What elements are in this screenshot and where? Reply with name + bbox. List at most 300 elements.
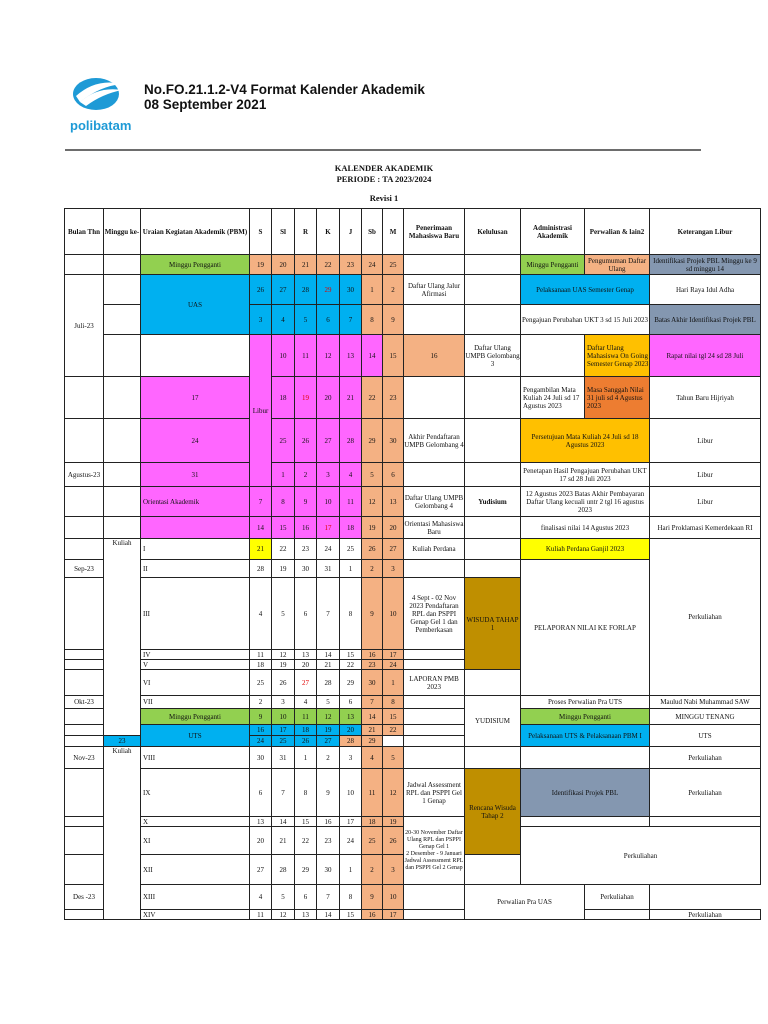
- day-cell: 17: [272, 725, 295, 736]
- table-row: [65, 817, 761, 827]
- day-cell: 2: [362, 560, 383, 578]
- col-penerimaan: Penerimaan Mahasiswa Baru: [404, 209, 465, 255]
- day-cell: 27: [383, 539, 404, 560]
- empty-cell: [65, 578, 104, 650]
- polibatam-logo: [66, 74, 138, 134]
- empty-cell: [465, 377, 521, 419]
- empty-cell: [65, 769, 104, 817]
- empty-cell: [404, 747, 465, 769]
- day-cell: 6: [340, 696, 362, 709]
- day-cell: 17: [317, 517, 340, 539]
- day-cell: 16: [362, 650, 383, 660]
- penerimaan-cell: Daftar Ulang UMPB Gelombang 3: [465, 335, 521, 377]
- day-cell: 23: [362, 660, 383, 670]
- empty-cell: [65, 255, 104, 275]
- day-cell: 3: [250, 305, 272, 335]
- day-cell: 2: [250, 696, 272, 709]
- day-cell: 21: [340, 377, 362, 419]
- table-row: [65, 377, 761, 419]
- admin-cell: Perwalian Pra UAS: [465, 885, 585, 920]
- day-cell: 30: [383, 419, 404, 463]
- week-cell: XIII: [141, 885, 250, 910]
- day-cell: 15: [340, 650, 362, 660]
- empty-cell: [404, 377, 465, 419]
- keterangan-cell: Libur: [650, 463, 761, 487]
- day-cell: 17: [383, 650, 404, 660]
- day-cell: 2: [362, 855, 383, 885]
- uraian-cell: Libur: [250, 335, 272, 487]
- day-cell: 6: [295, 578, 317, 650]
- kelulusan-cell: WISUDA TAHAP 1: [465, 578, 521, 670]
- uraian-cell: UTS: [141, 725, 250, 747]
- day-cell: 19: [362, 517, 383, 539]
- day-cell: 13: [295, 910, 317, 920]
- day-cell: 13: [250, 817, 272, 827]
- day-cell: 18: [295, 725, 317, 736]
- day-cell: 16: [295, 517, 317, 539]
- empty-cell: [65, 650, 104, 660]
- admin-cell: Daftar Ulang Mahasiswa On Going Semester Genap 2023: [585, 335, 650, 377]
- penerimaan-cell: [404, 817, 465, 885]
- day-cell: 27: [317, 419, 340, 463]
- week-cell: I: [141, 539, 250, 560]
- col-sl: Sl: [272, 209, 295, 255]
- day-cell: 5: [272, 885, 295, 910]
- day-cell: 13: [295, 650, 317, 660]
- col-keterangan: Keterangan Libur: [650, 209, 761, 255]
- col-bulan: Bulan Thn: [65, 209, 104, 255]
- day-cell: 1: [295, 747, 317, 769]
- admin-cell: Persetujuan Mata Kuliah 24 Juli sd 18 Agustus 2023: [521, 419, 650, 463]
- day-cell: 25: [340, 539, 362, 560]
- day-cell: 29: [340, 670, 362, 696]
- keterangan-cell: Maulud Nabi Muhammad SAW: [650, 696, 761, 709]
- keterangan-cell: Perkuliahan: [650, 539, 761, 696]
- day-cell: 10: [272, 335, 295, 377]
- day-cell: 29: [295, 855, 317, 885]
- empty-cell: [465, 463, 521, 487]
- day-cell: 12: [317, 709, 340, 725]
- day-cell: 20: [317, 377, 340, 419]
- day-cell: 28: [340, 419, 362, 463]
- table-row: [65, 769, 761, 817]
- day-cell: 8: [340, 885, 362, 910]
- day-cell: 10: [317, 487, 340, 517]
- day-cell: 18: [362, 817, 383, 827]
- day-cell: 4: [362, 747, 383, 769]
- day-cell: 9: [383, 305, 404, 335]
- day-cell: 12: [272, 650, 295, 660]
- month-cell: Nov-23: [65, 747, 104, 769]
- empty-cell: [65, 419, 104, 463]
- admin-cell: Pelaksanaan UTS & Pelaksanaan PBM I: [521, 725, 650, 747]
- day-cell: 31: [317, 560, 340, 578]
- day-cell: 9: [295, 487, 317, 517]
- uraian-cell: Minggu Pengganti: [141, 255, 250, 275]
- month-cell: Agustus-23: [65, 463, 104, 487]
- day-cell: 14: [250, 517, 272, 539]
- day-cell: 20: [272, 255, 295, 275]
- admin-cell: Pelaksanaan UAS Semester Genap: [521, 275, 650, 305]
- day-cell: 8: [383, 696, 404, 709]
- day-cell: 6: [250, 769, 272, 817]
- empty-cell: [465, 539, 521, 560]
- day-cell: 15: [383, 335, 404, 377]
- empty-cell: [521, 335, 585, 377]
- day-cell: 29: [362, 736, 383, 747]
- keterangan-cell: Libur: [650, 419, 761, 463]
- empty-cell: [65, 517, 104, 539]
- empty-cell: [404, 650, 465, 660]
- day-cell: 26: [362, 539, 383, 560]
- kuliah-label: Kuliah: [104, 539, 141, 736]
- table-row: [65, 539, 761, 560]
- empty-cell: [465, 560, 521, 578]
- kelulusan-cell: Rencana Wisuda Tahap 2: [465, 769, 521, 855]
- day-cell: 27: [272, 275, 295, 305]
- table-row: [65, 487, 761, 517]
- day-cell: 16: [317, 817, 340, 827]
- kelulusan-cell: YUDISIUM: [465, 696, 521, 747]
- week-cell: VII: [141, 696, 250, 709]
- empty-cell: [404, 305, 465, 335]
- penerimaan-cell: 4 Sept - 02 Nov 2023 Pendaftaran RPL dan PSPPI Genap Gel 1 dan Pemberkasan: [404, 578, 465, 650]
- day-cell: 30: [340, 275, 362, 305]
- day-cell: 30: [295, 560, 317, 578]
- table-row: [65, 463, 761, 487]
- table-row: [65, 419, 761, 463]
- day-cell: 26: [383, 827, 404, 855]
- keterangan-cell: Hari Raya Idul Adha: [650, 275, 761, 305]
- perwalian-cell: Rapat nilai tgl 24 sd 28 Juli: [650, 335, 761, 377]
- day-cell: 7: [317, 885, 340, 910]
- day-cell: 28: [317, 670, 340, 696]
- empty-cell: [65, 709, 104, 725]
- col-administrasi: Administrasi Akademik: [521, 209, 585, 255]
- day-cell: 18: [250, 660, 272, 670]
- table-header-row: [65, 209, 761, 255]
- day-cell: 3: [317, 463, 340, 487]
- day-cell: 4: [340, 463, 362, 487]
- empty-cell: [65, 660, 104, 670]
- col-uraian: Uraian Kegiatan Akademik (PBM): [141, 209, 250, 255]
- penerimaan-cell: Orientasi Mahasiswa Baru: [404, 517, 465, 539]
- empty-cell: [404, 463, 465, 487]
- day-cell: 27: [295, 670, 317, 696]
- day-cell: 31: [272, 747, 295, 769]
- empty-cell: [65, 670, 104, 696]
- penerimaan-cell: Kuliah Perdana: [404, 539, 465, 560]
- empty-cell: [465, 305, 521, 335]
- day-cell: 25: [272, 419, 295, 463]
- day-cell: 22: [340, 660, 362, 670]
- day-cell: 4: [295, 696, 317, 709]
- day-cell: 1: [340, 855, 362, 885]
- day-cell: 10: [383, 885, 404, 910]
- week-cell: X: [141, 817, 250, 827]
- day-cell: 23: [317, 827, 340, 855]
- day-cell: 26: [272, 670, 295, 696]
- day-cell: 12: [383, 769, 404, 817]
- empty-cell: [465, 255, 521, 275]
- day-cell: 8: [340, 578, 362, 650]
- week-cell: V: [141, 660, 250, 670]
- uraian-cell: UAS: [141, 275, 250, 335]
- empty-cell: [465, 670, 521, 696]
- penerimaan-cell: Daftar Ulang Jalur Afirmasi: [404, 275, 465, 305]
- day-cell: 3: [383, 855, 404, 885]
- empty-cell: [404, 725, 465, 736]
- day-cell: 19: [272, 560, 295, 578]
- empty-cell: [383, 736, 404, 747]
- week-cell: XI: [141, 827, 250, 855]
- day-cell: 24: [362, 255, 383, 275]
- day-cell: 19: [272, 660, 295, 670]
- col-sb: Sb: [362, 209, 383, 255]
- empty-cell: [65, 725, 104, 736]
- day-cell: 16: [250, 725, 272, 736]
- day-cell: 30: [250, 747, 272, 769]
- day-cell: 8: [272, 487, 295, 517]
- penerimaan-text: 20-30 November Daftar Ulang RPL dan PSPPI Genap Gel 1: [405, 829, 463, 850]
- day-cell: 20: [383, 517, 404, 539]
- week-cell: VI: [141, 670, 250, 696]
- day-cell: 5: [272, 578, 295, 650]
- empty-cell: [104, 305, 141, 335]
- day-cell: 28: [295, 275, 317, 305]
- day-cell: 21: [295, 255, 317, 275]
- day-cell: 14: [272, 817, 295, 827]
- empty-cell: [65, 736, 104, 747]
- day-cell: 25: [272, 736, 295, 747]
- penerimaan-cell: LAPORAN PMB 2023: [404, 670, 465, 696]
- day-cell: 19: [317, 725, 340, 736]
- day-cell: 31: [141, 463, 250, 487]
- empty-cell: [404, 696, 465, 709]
- day-cell: 12: [272, 910, 295, 920]
- day-cell: 28: [340, 736, 362, 747]
- day-cell: 16: [362, 910, 383, 920]
- day-cell: 3: [340, 747, 362, 769]
- day-cell: 24: [340, 827, 362, 855]
- day-cell: 26: [295, 419, 317, 463]
- day-cell: 25: [383, 255, 404, 275]
- day-cell: 3: [272, 696, 295, 709]
- document-header: [0, 0, 768, 150]
- day-cell: 11: [295, 335, 317, 377]
- empty-cell: [65, 539, 104, 560]
- empty-cell: [65, 855, 104, 885]
- day-cell: 2: [295, 463, 317, 487]
- empty-cell: [650, 817, 761, 827]
- day-cell: 7: [340, 305, 362, 335]
- day-cell: 30: [317, 855, 340, 885]
- day-cell: 29: [362, 419, 383, 463]
- keterangan-cell: Perkuliahan: [650, 769, 761, 817]
- week-cell: II: [141, 560, 250, 578]
- admin-cell: Penetapan Hasil Pengajuan Perubahan UKT 17 sd 28 Juli 2023: [521, 463, 650, 487]
- day-cell: 5: [362, 463, 383, 487]
- empty-cell: [404, 560, 465, 578]
- day-cell: 4: [250, 578, 272, 650]
- day-cell: 6: [295, 885, 317, 910]
- keterangan-cell: Batas Akhir Identifikasi Projek PBL: [650, 305, 761, 335]
- day-cell: 10: [383, 578, 404, 650]
- day-cell: 17: [141, 377, 250, 419]
- day-cell: 21: [317, 660, 340, 670]
- empty-cell: [104, 419, 141, 463]
- day-cell: 1: [362, 275, 383, 305]
- table-row: [65, 696, 761, 709]
- doc-date: 08 September 2021: [144, 97, 267, 112]
- calendar-title: KALENDER AKADEMIK: [334, 163, 434, 173]
- day-cell: 23: [383, 377, 404, 419]
- keterangan-cell: Identifikasi Projek PBL Minggu ke 9 sd minggu 14: [650, 255, 761, 275]
- col-m: M: [383, 209, 404, 255]
- day-cell: 24: [141, 419, 250, 463]
- uraian-cell: Minggu Pengganti: [141, 709, 250, 725]
- day-cell: 10: [340, 769, 362, 817]
- month-cell: Sep-23: [65, 560, 104, 578]
- col-s: S: [250, 209, 272, 255]
- keterangan-cell: Perkuliahan: [650, 747, 761, 769]
- penerimaan-text: 2 Desember - 9 Januari Jadwal Assessment RPL dan PSPPI Gel 2 Genap: [404, 850, 464, 871]
- week-cell: III: [141, 578, 250, 650]
- day-cell: 26: [250, 275, 272, 305]
- day-cell: 15: [295, 817, 317, 827]
- day-cell: 9: [362, 885, 383, 910]
- day-cell: 9: [250, 709, 272, 725]
- day-cell: 14: [317, 650, 340, 660]
- day-cell: 14: [362, 335, 383, 377]
- empty-cell: [104, 463, 141, 487]
- week-cell: IX: [141, 769, 250, 817]
- col-r: R: [295, 209, 317, 255]
- day-cell: 15: [272, 517, 295, 539]
- day-cell: 17: [340, 817, 362, 827]
- day-cell: 13: [383, 487, 404, 517]
- perwalian-cell: Pengumuman Daftar Ulang: [585, 255, 650, 275]
- admin-cell: Pengajuan Perubahan UKT 3 sd 15 Juli 2023: [521, 305, 650, 335]
- empty-cell: [141, 335, 250, 377]
- day-cell: 11: [250, 910, 272, 920]
- day-cell: 20: [340, 725, 362, 736]
- day-cell: 8: [362, 305, 383, 335]
- admin-cell: Proses Perwalian Pra UTS: [521, 696, 650, 709]
- admin-cell: Perkuliahan: [521, 827, 761, 885]
- day-cell: 5: [317, 696, 340, 709]
- day-cell: 23: [295, 539, 317, 560]
- day-cell: 11: [250, 650, 272, 660]
- empty-cell: [65, 817, 104, 827]
- empty-cell: [465, 517, 521, 539]
- day-cell: 7: [317, 578, 340, 650]
- day-cell: 9: [317, 769, 340, 817]
- perwalian-cell: Masa Sanggah Nilai 31 juli sd 4 Agustus 2023: [585, 377, 650, 419]
- day-cell: 22: [317, 255, 340, 275]
- table-row: [65, 335, 761, 377]
- col-perwalian: Perwalian & lain2: [585, 209, 650, 255]
- day-cell: 6: [383, 463, 404, 487]
- day-cell: 17: [383, 910, 404, 920]
- table-row: [65, 255, 761, 275]
- empty-cell: [65, 827, 104, 855]
- col-k: K: [317, 209, 340, 255]
- day-cell: 7: [250, 487, 272, 517]
- day-cell: 5: [383, 747, 404, 769]
- day-cell: 22: [362, 377, 383, 419]
- day-cell: 25: [362, 827, 383, 855]
- table-row: [65, 747, 761, 769]
- empty-cell: [104, 487, 141, 517]
- day-cell: 30: [362, 670, 383, 696]
- month-cell: Juli-23: [65, 275, 104, 377]
- day-cell: 11: [295, 709, 317, 725]
- week-cell: XIV: [141, 910, 250, 920]
- day-cell: 21: [362, 725, 383, 736]
- day-cell: 22: [383, 725, 404, 736]
- document-title: [144, 82, 425, 112]
- keterangan-cell: Perkuliahan: [585, 885, 650, 910]
- day-cell: 20: [250, 827, 272, 855]
- empty-cell: [104, 275, 141, 305]
- empty-cell: [465, 419, 521, 463]
- col-j: J: [340, 209, 362, 255]
- day-cell: 21: [250, 539, 272, 560]
- keterangan-cell: MINGGU TENANG: [650, 709, 761, 725]
- table-row: [65, 709, 761, 725]
- doc-code: No.FO.21.1.2-V4 Format Kalender Akademik: [144, 82, 425, 97]
- header-divider: [65, 149, 701, 151]
- day-cell: 23: [104, 736, 141, 747]
- month-cell: Okt-23: [65, 696, 104, 709]
- academic-calendar-table: [64, 208, 761, 920]
- day-cell: 11: [340, 487, 362, 517]
- day-cell: 12: [317, 335, 340, 377]
- day-cell: 15: [383, 709, 404, 725]
- empty-cell: [404, 910, 465, 920]
- day-cell: 19: [383, 817, 404, 827]
- day-cell: 6: [317, 305, 340, 335]
- col-minggu: Minggu ke-: [104, 209, 141, 255]
- empty-cell: [521, 817, 650, 827]
- empty-cell: [404, 709, 465, 725]
- empty-cell: [104, 335, 141, 377]
- day-cell: 4: [272, 305, 295, 335]
- kuliah-label: Kuliah: [104, 747, 141, 920]
- day-cell: 4: [250, 885, 272, 910]
- calendar-revision: Revisi 1: [369, 193, 399, 203]
- uraian-cell: Orientasi Akademik: [141, 487, 250, 517]
- admin-cell: 12 Agustus 2023 Batas Akhir Pembayaran Daftar Ulang kecuali untr 2 tgl 16 agustus 2023: [521, 487, 650, 517]
- admin-cell: Pengambilan Mata Kuliah 24 Juli sd 17 Agustus 2023: [521, 377, 585, 419]
- empty-cell: [141, 517, 250, 539]
- day-cell: 28: [250, 560, 272, 578]
- day-cell: 15: [340, 910, 362, 920]
- day-cell: 2: [383, 275, 404, 305]
- day-cell: 3: [383, 560, 404, 578]
- day-cell: 25: [250, 670, 272, 696]
- empty-cell: [521, 747, 650, 769]
- kelulusan-cell: Yudisium: [465, 487, 521, 517]
- admin-cell: Kuliah Perdana Ganjil 2023: [521, 539, 650, 560]
- admin-cell: Minggu Pengganti: [521, 255, 585, 275]
- day-cell: 14: [362, 709, 383, 725]
- day-cell: 22: [272, 539, 295, 560]
- calendar-period: PERIODE : TA 2023/2024: [336, 174, 432, 184]
- empty-cell: [104, 517, 141, 539]
- admin-cell: Identifikasi Projek PBL: [521, 769, 650, 817]
